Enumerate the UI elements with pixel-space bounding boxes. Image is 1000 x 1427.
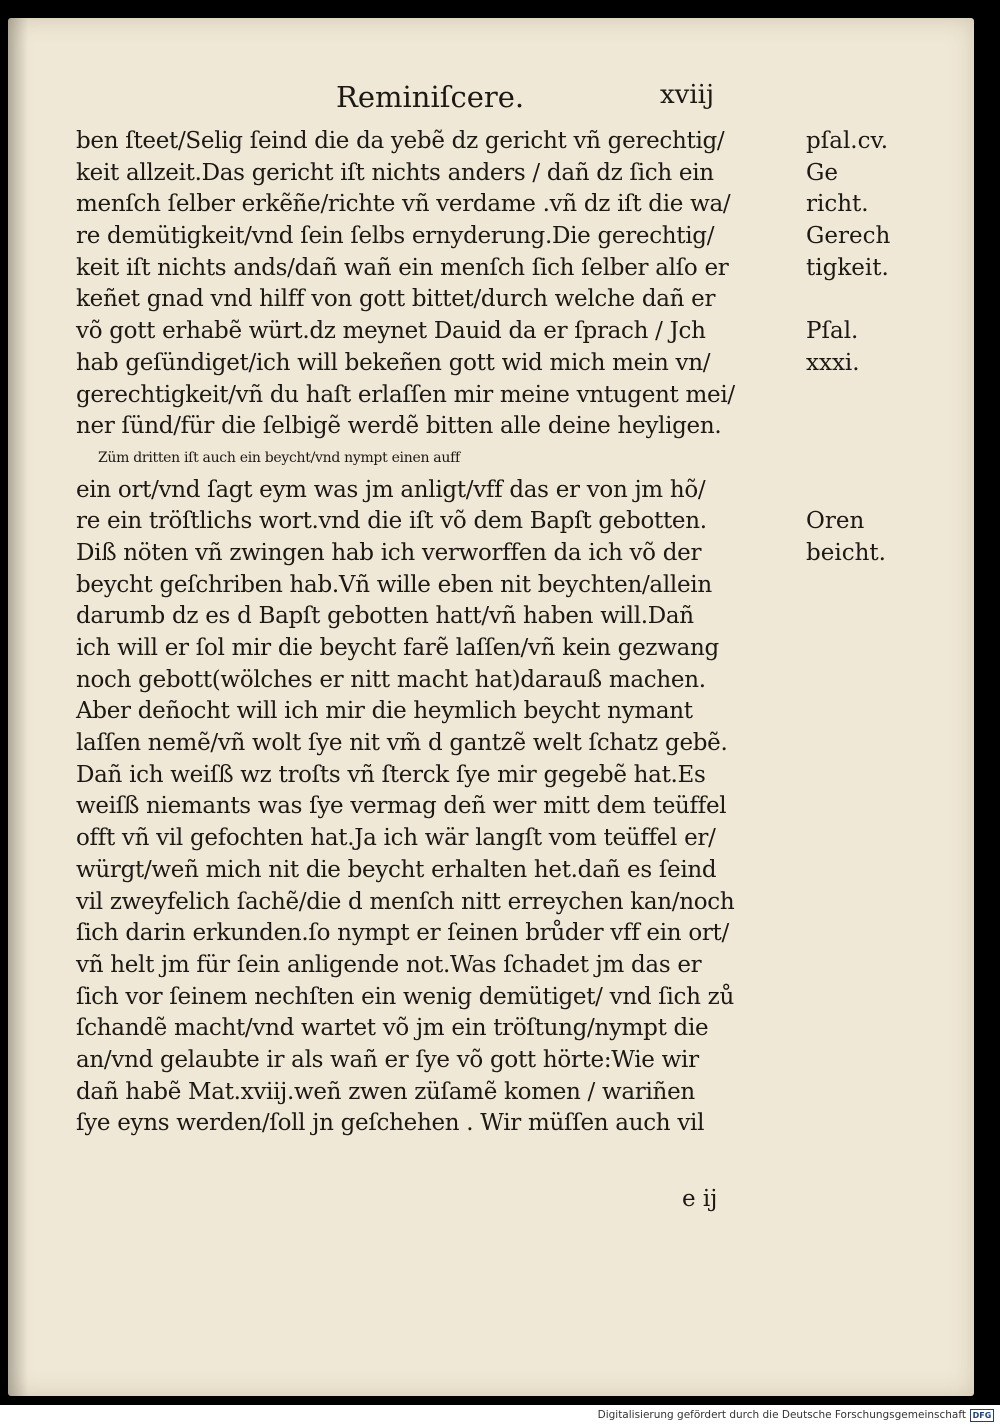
text-line: vil zweyfelich ſachẽ/die d menſch nitt erreychen kan/noch xyxy=(76,888,735,915)
margin-note: pſal.cv. xyxy=(806,128,889,154)
margin-note: xxxi. xyxy=(806,349,860,376)
running-title: Reminiſcere. xyxy=(336,80,525,114)
funding-credit: Digitalisierung gefördert durch die Deutsche Forschungsgemeinschaft xyxy=(597,1409,966,1421)
text-line: noch gebott(wölches er nitt macht hat)darauß machen. xyxy=(76,666,706,693)
text-line: ich will er ſol mir die beycht farẽ laſſen/vñ kein gezwang xyxy=(76,635,719,661)
text-line: re demütigkeit/vnd ſein ſelbs ernyderung.Die gerechtig/ xyxy=(76,223,715,250)
text-line: offt vñ vil gefochten hat.Ja ich wär langſt vom teüffel er/ xyxy=(76,825,716,852)
margin-note: tigkeit. xyxy=(806,254,889,281)
text-line: an/vnd gelaubte ir als wañ er ſye võ gott hörte:Wie wir xyxy=(76,1046,699,1073)
text-line: ſich darin erkunden.ſo nympt er ſeinen brůder vff ein ort/ xyxy=(76,920,729,947)
margin-note: Gerech xyxy=(806,223,891,250)
margin-note: Pſal. xyxy=(806,318,859,345)
text-line: ben ſteet/Selig ſeind die da yebẽ dz gericht vñ gerechtig/ xyxy=(76,128,725,154)
margin-note: Oren xyxy=(806,508,865,535)
margin-note: richt. xyxy=(806,191,869,218)
text-line: Aber deñocht will ich mir die heymlich beycht nymant xyxy=(76,698,693,725)
text-line: ſchandẽ macht/vnd wartet võ jm ein tröſtung/nympt die xyxy=(76,1015,709,1042)
text-line: laſſen nemẽ/vñ wolt ſye nit vm̃ d gantzẽ welt ſchatz gebẽ. xyxy=(76,730,728,757)
text-line: võ gott erhabẽ würt.dz meynet Dauid da er ſprach / Jch xyxy=(76,318,706,345)
main-text-block xyxy=(76,126,806,1140)
text-line: menſch ſelber erkẽñe/richte vñ verdame .vñ dz iſt die wa/ xyxy=(76,191,731,218)
text-line: Dañ ich weiſß wz troſts vñ ſterck ſye mir gegebẽ hat.Es xyxy=(76,761,706,788)
signature-mark: e ij xyxy=(682,1186,718,1212)
text-line: keñet gnad vnd hilff von gott bittet/durch welche dañ er xyxy=(76,286,716,313)
text-line: keit iſt nichts ands/dañ wañ ein menſch ſich ſelber alſo er xyxy=(76,254,729,281)
margin-note: Ge xyxy=(806,159,838,186)
text-line: re ein tröſtlichs wort.vnd die iſt võ dem Bapſt gebotten. xyxy=(76,508,707,535)
text-line: beycht geſchriben hab.Vñ wille eben nit beychten/allein xyxy=(76,571,712,598)
text-line: ner ſünd/für die ſelbigẽ werdẽ bitten alle deine heyligen. xyxy=(76,413,722,440)
text-line: dañ habẽ Mat.xviij.weñ zwen züſamẽ komen / wariñen xyxy=(76,1078,695,1105)
folio-number: xviij xyxy=(660,80,715,110)
text-line: ſich vor ſeinem nechſten ein wenig demütiget/ vnd ſich zů xyxy=(76,983,734,1010)
text-line: ein ort/vnd ſagt eym was jm anligt/vff das er von jm hõ/ xyxy=(76,476,706,503)
text-line: darumb dz es d Bapſt gebotten hatt/vñ haben will.Dañ xyxy=(76,603,694,630)
text-line: Züm dritten iſt auch ein beycht/vnd nympt einen auff xyxy=(98,449,460,466)
text-line: keit allzeit.Das gericht iſt nichts anders / dañ dz ſich ein xyxy=(76,159,714,186)
text-line: würgt/weñ mich nit die beycht erhalten het.dañ es ſeind xyxy=(76,856,717,883)
text-line: ſye eyns werden/ſoll jn geſchehen . Wir müſſen auch vil xyxy=(76,1110,705,1137)
footer-bar xyxy=(0,1405,1000,1427)
page-gutter-shadow xyxy=(8,18,28,1396)
text-line: gerechtigkeit/vñ du haſt erlaſſen mir meine vntugent mei/ xyxy=(76,381,735,408)
text-line: hab geſündiget/ich will bekeñen gott wid mich mein vn/ xyxy=(76,349,711,376)
text-line: weiſß niemants was ſye vermag deñ wer mitt dem teüffel xyxy=(76,793,727,820)
text-line: vñ helt jm für ſein anligende not.Was ſchadet jm das er xyxy=(76,951,702,978)
text-line: Diß nöten vñ zwingen hab ich verworffen da ich võ der xyxy=(76,539,702,566)
margin-note: beicht. xyxy=(806,540,886,567)
dfg-logo-icon: DFG xyxy=(970,1409,994,1422)
